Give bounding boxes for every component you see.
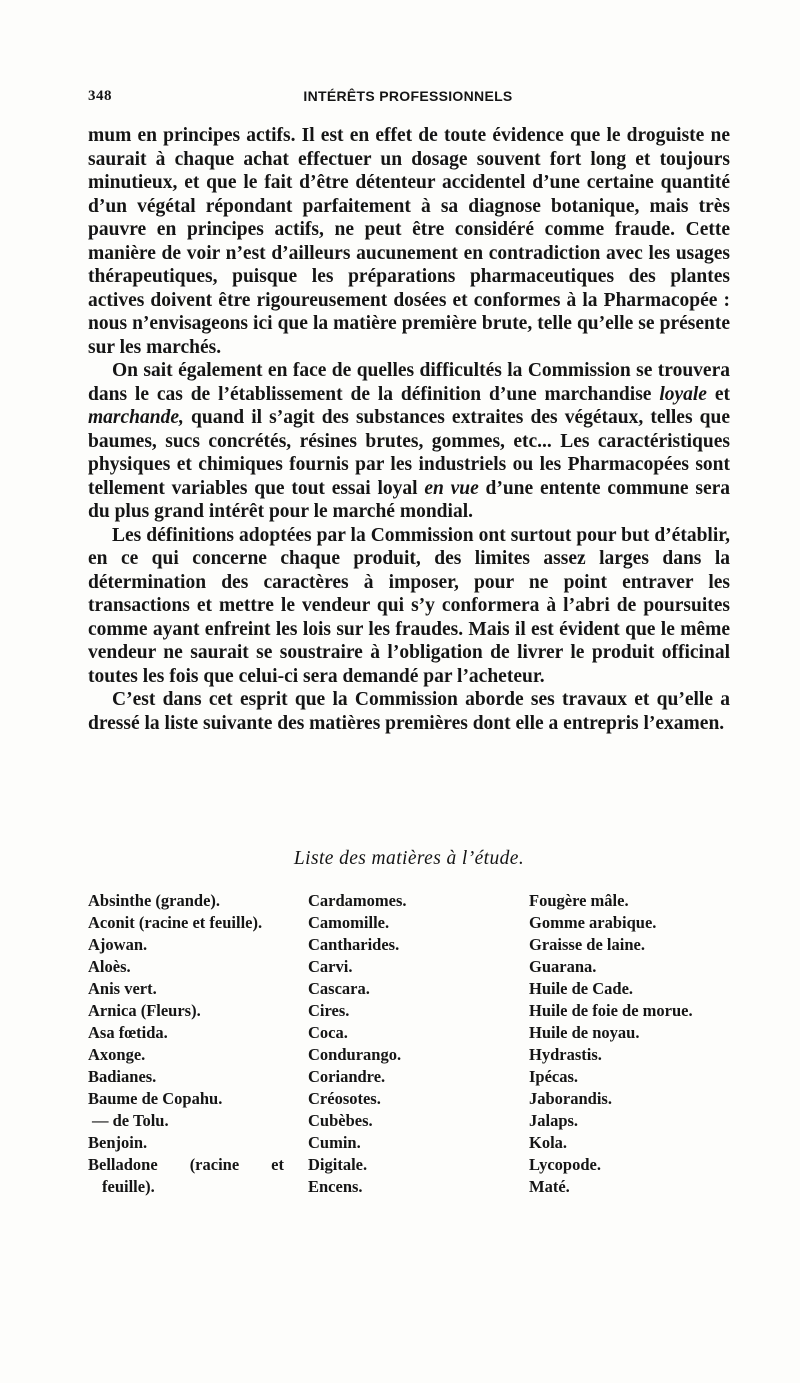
list-item: Fougère mâle.: [529, 891, 629, 910]
list-item: Aconit (racine et feuille).: [88, 913, 263, 932]
list-item: Créosotes.: [308, 1089, 381, 1108]
word-loyale: loyale: [659, 383, 707, 405]
paragraph-2: [88, 359, 730, 524]
list-item: Cumin.: [308, 1133, 361, 1152]
page-number: 348: [88, 88, 112, 104]
list-item: Cascara.: [308, 979, 370, 998]
body-text: [88, 124, 730, 735]
list-item: Cires.: [308, 1001, 350, 1020]
paragraph-2-part-b: et: [714, 383, 730, 405]
list-item: Axonge.: [88, 1045, 146, 1064]
paragraph-3: Les définitions adoptées par la Commission ont surtout pour but d’établir, en ce qui concerne chaque produit, des limites assez larges dans la détermination des caractères à imposer, pour ne point entraver les transactions et mettre le vendeur qui s’y conformera à l’abri de poursuites comme ayant enfreint les lois sur les fraudes. Mais il est évident que le même vendeur ne saurait se soustraire à l’obligation de livrer le produit officinal toutes les fois que celui-ci sera demandé par l’acheteur.: [88, 524, 730, 687]
list-item: Hydrastis.: [529, 1045, 602, 1064]
paragraph-2-part-a: On sait également en face de quelles difficultés la Commission se trouvera dans le cas de l’établissement de la définition d’une marchandise: [88, 360, 730, 405]
list-item: Aloès.: [88, 957, 131, 976]
list-item: — de Tolu.: [92, 1111, 169, 1130]
list-item: Condurango.: [308, 1045, 402, 1064]
list-item: Huile de Cade.: [529, 979, 634, 998]
list-item: Cantharides.: [308, 935, 400, 954]
list-item: Absinthe (grande).: [88, 891, 221, 910]
list-item: Gomme arabique.: [529, 913, 657, 932]
list-item: Cubèbes.: [308, 1111, 373, 1130]
list-item: Coca.: [308, 1023, 348, 1042]
paragraph-2-part-d: d’une entente commune sera du plus grand intérêt pour le marché mondial.: [88, 477, 731, 522]
list-item: Ipécas.: [529, 1067, 579, 1086]
running-title: INTÉRÊTS PROFESSIONNELS: [303, 88, 513, 104]
paragraph-1: mum en principes actifs. Il est en effet de toute évidence que le droguiste ne saurait à chaque achat effectuer un dosage souvent fort long et toujours minutieux, et que le fait d’être détenteur accidentel d’une certaine quantité d’un végétal répondant parfaitement à sa diagnose botanique, mais très pauvre en principes actifs, ne peut être considéré comme fraude. Cette manière de voir n’est d’ailleurs aucunement en contradiction avec les usages thérapeutiques, puisque les préparations pharmaceutiques des plantes actives doivent être rigoureusement dosées et conformes à la Pharmacopée : nous n’envisageons ici que la matière première brute, telle qu’elle se présente sur les marchés.: [88, 125, 730, 358]
word-marchande: marchande,: [88, 407, 184, 428]
list-item: Digitale.: [308, 1155, 368, 1174]
list-item: Huile de noyau.: [529, 1023, 640, 1042]
list-item: Encens.: [308, 1177, 363, 1196]
list-item: Jalaps.: [529, 1111, 579, 1130]
list-item: Coriandre.: [308, 1067, 386, 1086]
list-item: Kola.: [529, 1133, 568, 1152]
list-item: Huile de foie de morue.: [529, 1001, 693, 1020]
list-item: Lycopode.: [529, 1155, 601, 1174]
list-column-1: [88, 890, 298, 1198]
list-title: Liste des matières à l’étude.: [293, 848, 525, 869]
page-header: [88, 88, 728, 110]
list-item: Arnica (Fleurs).: [88, 1001, 201, 1020]
paragraph-2-part-c: quand il s’agit des substances extraites des végétaux, telles que baumes, sucs concrétés, résines brutes, gommes, etc... Les caractéristiques physiques et chimiques fournis par les industriels ou les Pharmacopées sont tellement variables que tout essai loyal: [88, 407, 731, 499]
list-item: Ajowan.: [88, 935, 148, 954]
list-item: Benjoin.: [88, 1133, 148, 1152]
list-item: Badianes.: [88, 1067, 157, 1086]
list-item: Cardamomes.: [308, 891, 407, 910]
list-item: Maté.: [529, 1177, 570, 1196]
list-item: Carvi.: [308, 957, 353, 976]
list-column-2: [308, 890, 508, 1198]
paragraph-4: C’est dans cet esprit que la Commission aborde ses travaux et qu’elle a dressé la liste suivante des matières premières dont elle a entrepris l’examen.: [88, 689, 730, 734]
list-item: Camomille.: [308, 913, 390, 932]
list-item: Jaborandis.: [529, 1089, 612, 1108]
list-item: Guarana.: [529, 957, 597, 976]
list-item: Graisse de laine.: [529, 935, 645, 954]
list-item: Baume de Copahu.: [88, 1089, 223, 1108]
list-item: Asa fœtida.: [88, 1023, 168, 1042]
list-item: Anis vert.: [88, 979, 157, 998]
list-column-3: [529, 890, 749, 1198]
list-item: Belladone (racine et: [88, 1155, 284, 1174]
list-item: feuille).: [102, 1177, 155, 1196]
phrase-en-vue: en vue: [424, 477, 479, 499]
